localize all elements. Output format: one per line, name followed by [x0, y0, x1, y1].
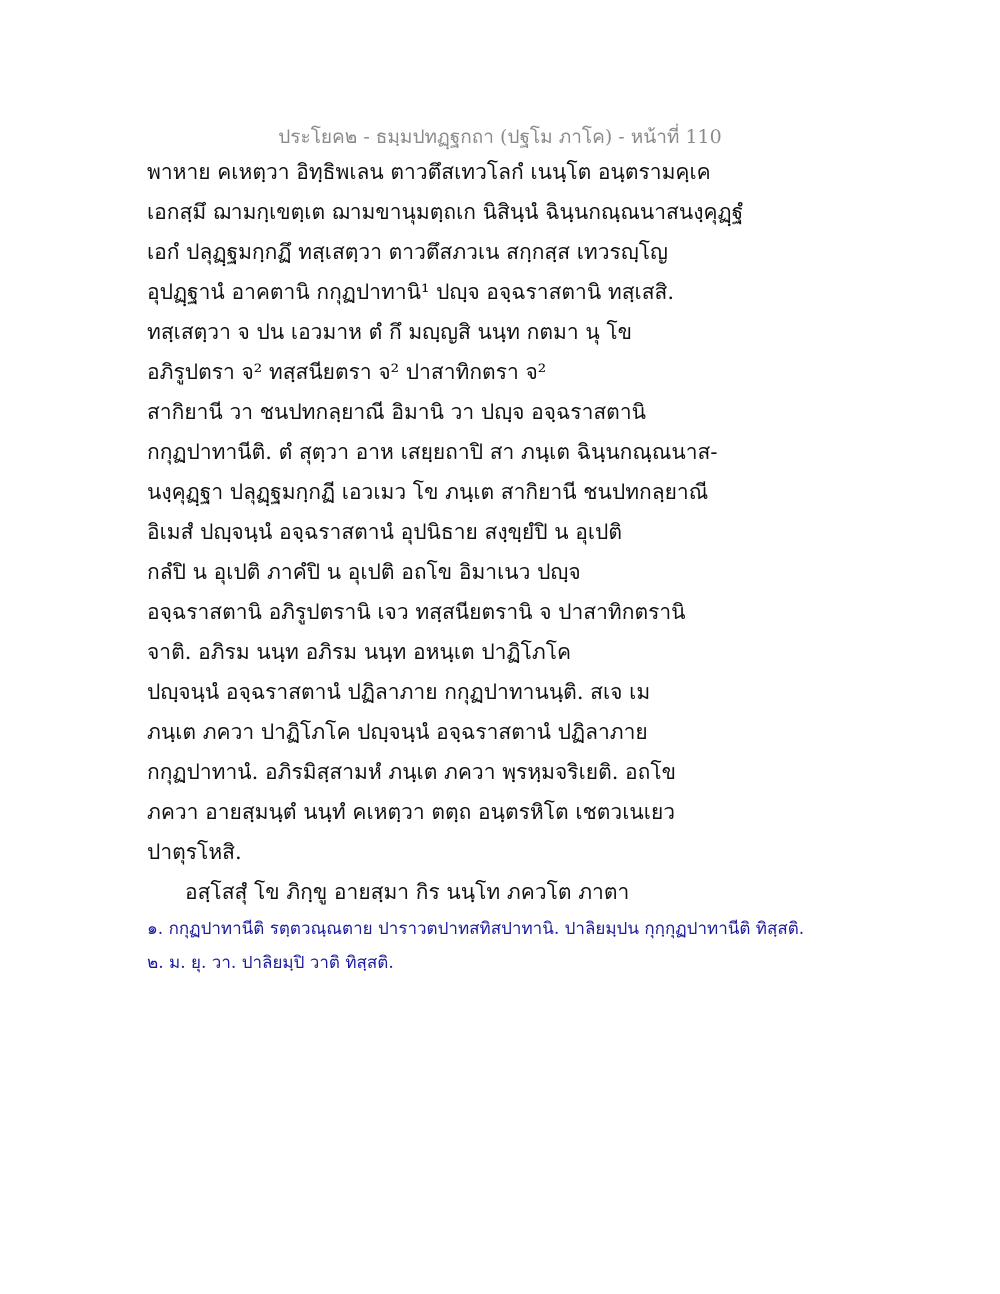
text-line: กกุฏปาทานํ. อภิรมิสฺสามหํ ภนฺเต ภควา พฺรหฺมจริเยติ. อถโข	[147, 760, 677, 784]
text-line: จาติ. อภิรม นนฺท อภิรม นนฺท อหนฺเต ปาฏิโภโค	[147, 640, 572, 664]
text-line: อจฺฉราสตานิ อภิรูปตรานิ เจว ทสฺสนียตรานิ จ ปาสาทิกตรานิ	[147, 600, 686, 624]
text-line: ปญฺจนฺนํ อจฺฉราสตานํ ปฏิลาภาย กกุฏปาทานนฺติ. สเจ เม	[147, 680, 651, 704]
page-header-title: ประโยค๒ - ธมฺมปทฏฺฐกถา (ปฐโม ภาโค) - หน้าที่ 110	[278, 126, 722, 148]
text-line: กลํปิ น อุเปติ ภาคํปิ น อุเปติ อถโข อิมาเนว ปญฺจ	[147, 560, 581, 584]
text-line: พาหาย คเหตฺวา อิทฺธิพเลน ตาวตึสเทวโลกํ เนนฺโต อนฺตรามคฺเค	[147, 160, 711, 184]
text-line: อภิรูปตรา จ² ทสฺสนียตรา จ² ปาสาทิกตรา จ²	[147, 360, 547, 384]
text-line: ทสฺเสตฺวา จ ปน เอวมาห ตํ กึ มญฺญสิ นนฺท กตมา นุ โข	[147, 320, 633, 344]
text-line: เอกํ ปลุฏฺฐมกฺกฏึ ทสฺเสตฺวา ตาวตึสภวเน สกฺกสฺส เทวรญฺโญ	[147, 240, 668, 264]
text-line: ภนฺเต ภควา ปาฏิโภโค ปญฺจนฺนํ อจฺฉราสตานํ ปฏิลาภาย	[147, 720, 648, 744]
running-header	[0, 122, 1000, 152]
footnote-2: ๒. ม. ยุ. วา. ปาลิยมฺปิ วาติ ทิสฺสติ.	[147, 953, 394, 973]
paragraph-start-line: อสฺโสสุํ โข ภิกฺขู อายสฺมา กิร นนฺโท ภควโต ภาตา	[185, 880, 630, 904]
text-line: สากิยานี วา ชนปทกลฺยาณี อิมานิ วา ปญฺจ อจฺฉราสตานิ	[147, 400, 646, 424]
text-line: อุปฏฺฐานํ อาคตานิ กกุฏปาทานิ¹ ปญฺจ อจฺฉราสตานิ ทสฺเสสิ.	[147, 280, 675, 304]
text-line: เอกสฺมึ ฌามกฺเขตฺเต ฌามขานุมตฺถเก นิสินฺนํ ฉินฺนกณฺณนาสนงฺคุฏฺฐํ	[147, 200, 744, 224]
text-line: อิเมสํ ปญฺจนฺนํ อจฺฉราสตานํ อุปนิธาย สงฺขฺยํปิ น อุเปติ	[147, 520, 623, 544]
footnotes	[147, 912, 827, 980]
text-line: นงฺคุฏฺฐา ปลุฏฺฐมกฺกฏี เอวเมว โข ภนฺเต สากิยานี ชนปทกลฺยาณี	[147, 480, 709, 504]
text-line: ภควา อายสฺมนฺตํ นนฺทํ คเหตฺวา ตตฺถ อนฺตรหิโต เชตวเนเยว	[147, 800, 676, 824]
footnote-1: ๑. กกุฏปาทานีติ รตฺตวณฺณตาย ปาราวตปาทสทิสปาทานิ. ปาลิยมฺปน กุกฺกุฏปาทานีติ ทิสฺสติ.	[147, 919, 805, 939]
main-text	[147, 152, 744, 912]
text-line: ปาตุรโหสิ.	[147, 840, 242, 864]
text-line: กกุฏปาทานีติ. ตํ สุตฺวา อาห เสยฺยถาปิ สา ภนฺเต ฉินฺนกณฺณนาส-	[147, 440, 718, 464]
